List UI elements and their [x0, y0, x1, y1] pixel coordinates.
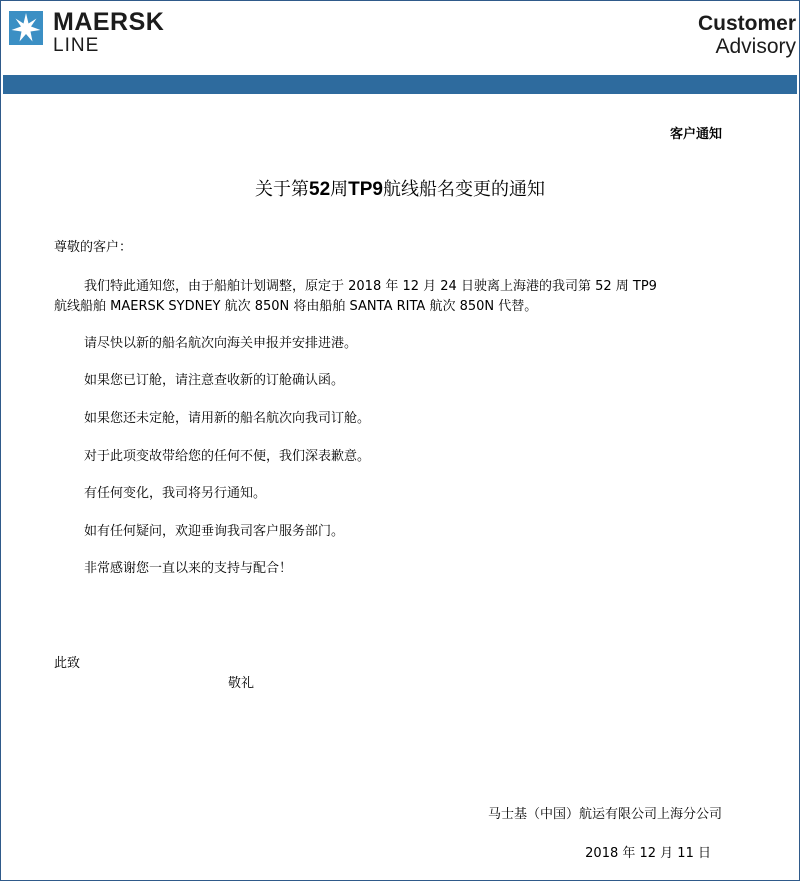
- salutation: 尊敬的客户：: [54, 240, 133, 255]
- closing-line-2: 敬礼: [228, 676, 255, 691]
- paragraph-3: 如果您已订舱，请注意查收新的订舱确认函。: [84, 373, 345, 388]
- closing-line-1: 此致: [54, 656, 81, 671]
- customer-advisory-label: [698, 12, 796, 58]
- header-banner: [3, 75, 797, 94]
- notice-tag: 客户通知: [669, 127, 722, 142]
- paragraph-1-line-1: 我们特此通知您，由于船舶计划调整，原定于 2018 年 12 月 24 日驶离上海港的我司第 52 周 TP9: [84, 279, 657, 294]
- title-part-2: 周: [330, 179, 349, 200]
- signature-date: 2018 年 12 月 11 日: [585, 846, 711, 861]
- brand-sub: LINE: [53, 35, 100, 56]
- paragraph-1-line-2: 航线船舶 MAERSK SYDNEY 航次 850N 将由船舶 SANTA RITA 航次 850N 代替。: [54, 299, 538, 314]
- title-route: TP9: [348, 179, 383, 200]
- title-part-1: 关于第: [255, 179, 309, 200]
- brand-logo-text: [53, 9, 164, 56]
- maersk-star-logo-icon: [9, 11, 43, 45]
- advisory-line-1: Customer: [697, 12, 796, 35]
- brand-name: MAERSK: [53, 8, 165, 36]
- advisory-line-2: Advisory: [715, 35, 796, 58]
- seven-point-star-icon: [9, 11, 43, 45]
- paragraph-6: 有任何变化，我司将另行通知。: [84, 486, 267, 501]
- signature-company: 马士基（中国）航运有限公司上海分公司: [487, 807, 722, 822]
- paragraph-2: 请尽快以新的船名航次向海关申报并安排进港。: [84, 336, 358, 351]
- paragraph-8: 非常感谢您一直以来的支持与配合！: [84, 561, 293, 576]
- paragraph-7: 如有任何疑问，欢迎垂询我司客户服务部门。: [84, 524, 345, 539]
- title-week: 52: [309, 179, 331, 200]
- title-part-3: 航线船名变更的通知: [383, 179, 545, 200]
- paragraph-4: 如果您还未定舱，请用新的船名航次向我司订舱。: [84, 411, 371, 426]
- page-title: [1, 177, 799, 203]
- paragraph-5: 对于此项变故带给您的任何不便，我们深表歉意。: [84, 449, 371, 464]
